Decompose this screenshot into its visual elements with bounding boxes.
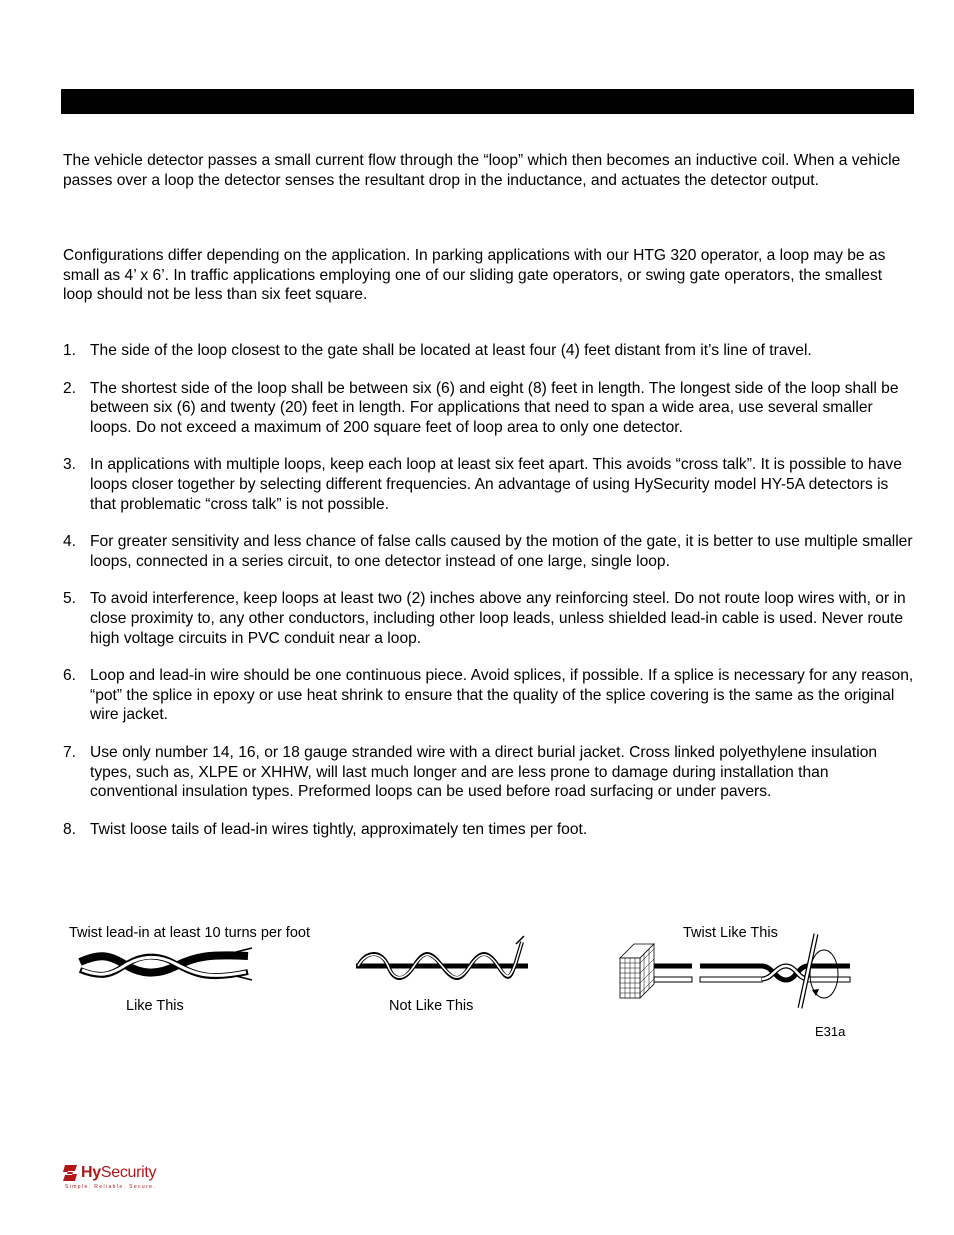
list-item: [63, 589, 915, 648]
list-item-text: In applications with multiple loops, keep each loop at least six feet apart. This avoids “cross talk”. It is possible to have loops closer together by selecting different frequencies. An advantage of using HySecurity model HY-5A detectors is that problematic “cross talk” is not possible.: [90, 456, 902, 513]
figure-id: E31a: [815, 1024, 846, 1039]
list-item: [63, 379, 915, 438]
logo-brand-thin: Security: [100, 1164, 157, 1181]
list-item-number: 6.: [63, 667, 77, 685]
list-item-number: 3.: [63, 456, 77, 474]
hysecurity-logo-icon: [62, 1164, 80, 1182]
twisted-wire-correct-illustration: [76, 944, 256, 988]
hysecurity-logo: [81, 1164, 156, 1182]
list-item-number: 2.: [63, 379, 77, 397]
list-item-number: 1.: [63, 342, 77, 359]
section-header-bar: [61, 89, 914, 114]
list-item-text: Use only number 14, 16, or 18 gauge stranded wire with a direct burial jacket. Cross linked polyethylene insulation types, such as, XLPE or XHHW, will last much longer and are less prone to damage during installation than conventional insulation types. Preformed loops can be used before road surfacing or under pavers.: [90, 743, 878, 801]
list-item-number: 7.: [63, 743, 77, 761]
figure-caption: Twist lead-in at least 10 turns per foot: [69, 925, 310, 941]
logo-brand-bold: Hy: [81, 1164, 101, 1181]
list-item: [63, 341, 915, 361]
list-item: [63, 820, 915, 840]
intro-paragraph-2: Configurations differ depending on the application. In parking applications with our HTG 320 operator, a loop may be as small as 4’ x 6’. In traffic applications employing one of our sliding gate operators, or swing gate operators, the smallest loop should not be less than six feet square.: [63, 247, 886, 304]
intro-paragraph-1: The vehicle detector passes a small current flow through the “loop” which then becomes an inductive coil. When a vehicle passes over a loop the detector senses the resultant drop in the inductance, and actuates the detector output.: [63, 152, 901, 189]
list-item-text: The side of the loop closest to the gate shall be located at least four (4) feet distant from it’s line of travel.: [90, 342, 812, 359]
list-item-text: The shortest side of the loop shall be between six (6) and eight (8) feet in length. The longest side of the loop shall be between six (6) and twenty (20) feet in length. For applications that need to span a wide area, use several smaller loops. Do not exceed a maximum of 200 square feet of loop area to only one detector.: [90, 379, 899, 436]
twisted-splice-illustration: [616, 932, 856, 1012]
twisted-wire-incorrect-illustration: [352, 934, 532, 980]
label-not-like-this: Not Like This: [389, 998, 474, 1014]
list-item: [63, 532, 915, 571]
installation-rules-list: [63, 341, 915, 857]
list-item: [63, 455, 915, 514]
list-item-number: 8.: [63, 820, 77, 838]
list-item-text: Twist loose tails of lead-in wires tightly, approximately ten times per foot.: [90, 820, 588, 838]
list-item: [63, 743, 915, 802]
label-like-this: Like This: [126, 998, 184, 1014]
list-item: [63, 666, 915, 725]
list-item-text: Loop and lead-in wire should be one continuous piece. Avoid splices, if possible. If a splice is necessary for any reason, “pot” the splice in epoxy or use heat shrink to ensure that the quality of the splice covering is the same as the original wire jacket.: [90, 667, 914, 724]
list-item-text: To avoid interference, keep loops at least two (2) inches above any reinforcing steel. Do not route loop wires with, or in close proximity to, any other conductors, including other loop leads, unless shielded lead-in cable is used. Never route high voltage circuits in PVC conduit near a loop.: [90, 590, 906, 647]
list-item-number: 5.: [63, 590, 77, 608]
list-item-text: For greater sensitivity and less chance of false calls caused by the motion of the gate, it is better to use multiple smaller loops, connected in a series circuit, to one detector instead of one large, single loop.: [90, 533, 913, 570]
list-item-number: 4.: [63, 533, 77, 551]
logo-tagline: Simple. Reliable. Secure.: [65, 1184, 157, 1190]
label-twist-like-this: Twist Like This: [683, 925, 778, 941]
